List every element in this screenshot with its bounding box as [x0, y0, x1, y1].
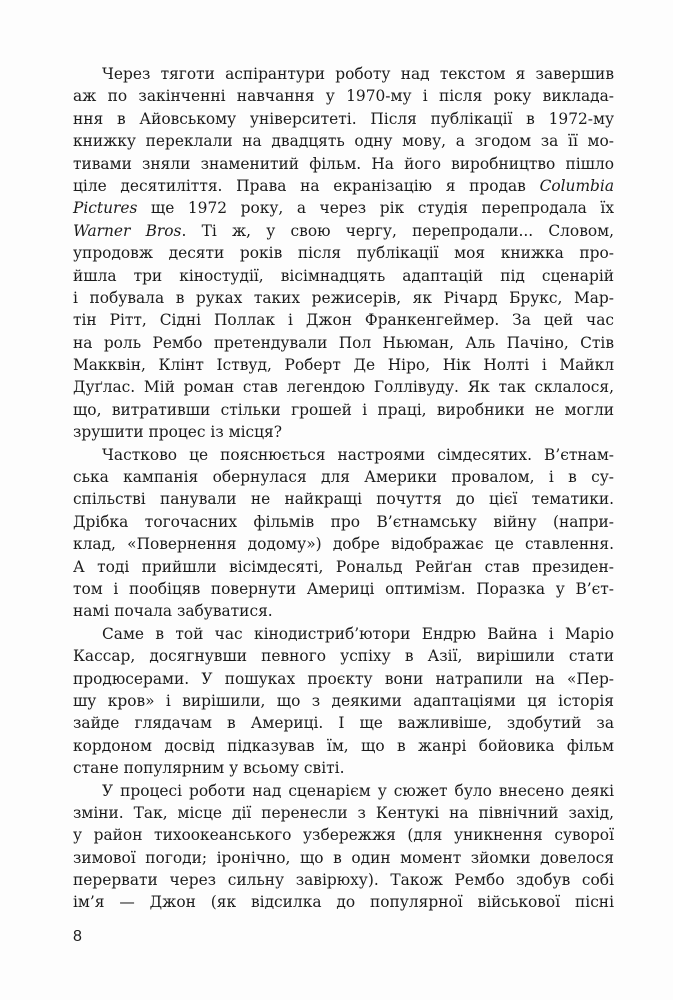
text-line — [73, 242, 614, 264]
text-line — [73, 556, 614, 578]
text-segment: шу кров» і вирішили, що з деякими адаптаціями ця історія — [73, 691, 614, 710]
text-line — [73, 578, 614, 600]
text-segment: А тоді прийшли вісімдесяті, Рональд Рейґан став президен- — [73, 557, 614, 576]
text-segment: том і пообіцяв повернути Америці оптимізм. Поразка у В’єт- — [73, 579, 614, 598]
body-text — [73, 63, 614, 914]
text-line — [73, 220, 614, 242]
text-line — [73, 780, 614, 802]
text-line — [73, 712, 614, 734]
italic-text: Pictures — [73, 199, 138, 218]
text-line — [73, 287, 614, 309]
text-segment: кордоном досвід підказував їм, що в жанрі бойовика фільм — [73, 736, 614, 755]
text-segment: на роль Рембо претендували Пол Ньюман, Аль Пачіно, Стів — [73, 333, 614, 352]
text-segment: тивами зняли знаменитий фільм. На його виробництво пішло — [73, 154, 614, 173]
text-segment: Дуґлас. Мій роман став легендою Голлівуду. Як так склалося, — [73, 378, 614, 397]
text-line — [73, 690, 614, 712]
text-segment: Частково це пояснюється настроями сімдесятих. В’єтнам- — [102, 445, 614, 464]
text-segment: зрушити процес із місця? — [73, 423, 283, 442]
text-segment: ім’я — Джон (як відсилка до популярної військової пісні — [73, 893, 614, 912]
text-segment: стане популярним у всьому світі. — [73, 759, 345, 778]
text-segment: книжку переклали на двадцять одну мову, а згодом за її мо- — [73, 132, 614, 151]
text-segment: упродовж десяти років після публікації моя книжка про- — [73, 244, 614, 263]
text-segment: що, витративши стільки грошей і праці, виробники не могли — [73, 400, 614, 419]
text-line — [73, 399, 614, 421]
text-line — [73, 802, 614, 824]
text-line — [73, 735, 614, 757]
paragraph — [73, 623, 614, 780]
text-line — [73, 63, 614, 85]
text-segment: Дрібка тогочасних фільмів про В’єтнамську війну (напри- — [73, 512, 614, 531]
text-segment: У процесі роботи над сценарієм у сюжет було внесено деякі — [102, 781, 614, 800]
paragraph — [73, 444, 614, 623]
text-segment: Макквін, Клінт Іствуд, Роберт Де Ніро, Нік Нолті і Майкл — [73, 356, 614, 375]
text-line — [73, 511, 614, 533]
text-segment: ще 1972 року, а через рік студія перепродала їх — [137, 199, 614, 218]
text-line — [73, 533, 614, 555]
text-line — [73, 847, 614, 869]
text-line — [73, 869, 614, 891]
text-segment: продюсерами. У пошуках проєкту вони натрапили на «Пер- — [73, 669, 614, 688]
text-line — [73, 309, 614, 331]
text-segment: ння в Айовському університеті. Після публікації в 1972-му — [73, 109, 614, 128]
paragraph — [73, 780, 614, 914]
text-segment: зміни. Так, місце дії перенесли з Кентукі на північний захід, — [73, 803, 614, 822]
text-line — [73, 623, 614, 645]
text-segment: Кассар, досягнувши певного успіху в Азії, вирішили стати — [73, 647, 614, 666]
text-segment: Саме в той час кінодистриб’ютори Ендрю Вайна і Маріо — [102, 624, 614, 643]
text-segment: намі почала забуватися. — [73, 602, 273, 621]
text-segment: зайде глядачам в Америці. І ще важливіше, здобутий за — [73, 714, 614, 733]
text-line — [73, 891, 614, 913]
italic-text: Warner Bros — [73, 221, 182, 240]
text-segment: тін Рітт, Сідні Поллак і Джон Франкенгеймер. За цей час — [73, 311, 614, 330]
text-segment: спільстві панували не найкращі почуття до цієї тематики. — [73, 490, 614, 509]
text-line — [73, 197, 614, 219]
text-line — [73, 444, 614, 466]
text-segment: Через тяготи аспірантури роботу над текстом я завершив — [102, 65, 614, 83]
text-segment: і побувала в руках таких режисерів, як Річард Брукс, Мар- — [73, 288, 614, 307]
text-line — [73, 332, 614, 354]
text-line — [73, 175, 614, 197]
text-line — [73, 85, 614, 107]
italic-text: Columbia — [539, 176, 614, 195]
text-line — [73, 265, 614, 287]
text-line — [73, 421, 614, 443]
text-line — [73, 488, 614, 510]
text-line — [73, 757, 614, 779]
text-segment: перервати через сильну завірюху). Також Рембо здобув собі — [73, 871, 614, 890]
page-number: 8 — [73, 928, 82, 945]
text-line — [73, 600, 614, 622]
text-line — [73, 108, 614, 130]
text-segment: клад, «Повернення додому») добре відображає це ставлення. — [73, 535, 614, 554]
text-line — [73, 668, 614, 690]
text-line — [73, 130, 614, 152]
text-segment: зимової погоди; іронічно, що в один момент зйомки довелося — [73, 848, 614, 867]
text-segment: у район тихоокеанського узбережжя (для уникнення суворої — [73, 826, 614, 845]
text-line — [73, 376, 614, 398]
text-line — [73, 824, 614, 846]
text-line — [73, 153, 614, 175]
text-segment: аж по закінченні навчання у 1970-му і після року виклада- — [73, 87, 614, 106]
text-segment: . Ті ж, у свою чергу, перепродали... Словом, — [181, 221, 614, 240]
paragraph — [73, 63, 614, 444]
text-segment: ська кампанія обернулася для Америки провалом, і в су- — [73, 468, 614, 487]
text-segment: йшла три кіностудії, вісімнадцять адаптацій під сценарій — [73, 266, 614, 285]
text-line — [73, 466, 614, 488]
text-segment: ціле десятиліття. Права на екранізацію я продав — [73, 176, 540, 195]
text-line — [73, 645, 614, 667]
text-line — [73, 354, 614, 376]
